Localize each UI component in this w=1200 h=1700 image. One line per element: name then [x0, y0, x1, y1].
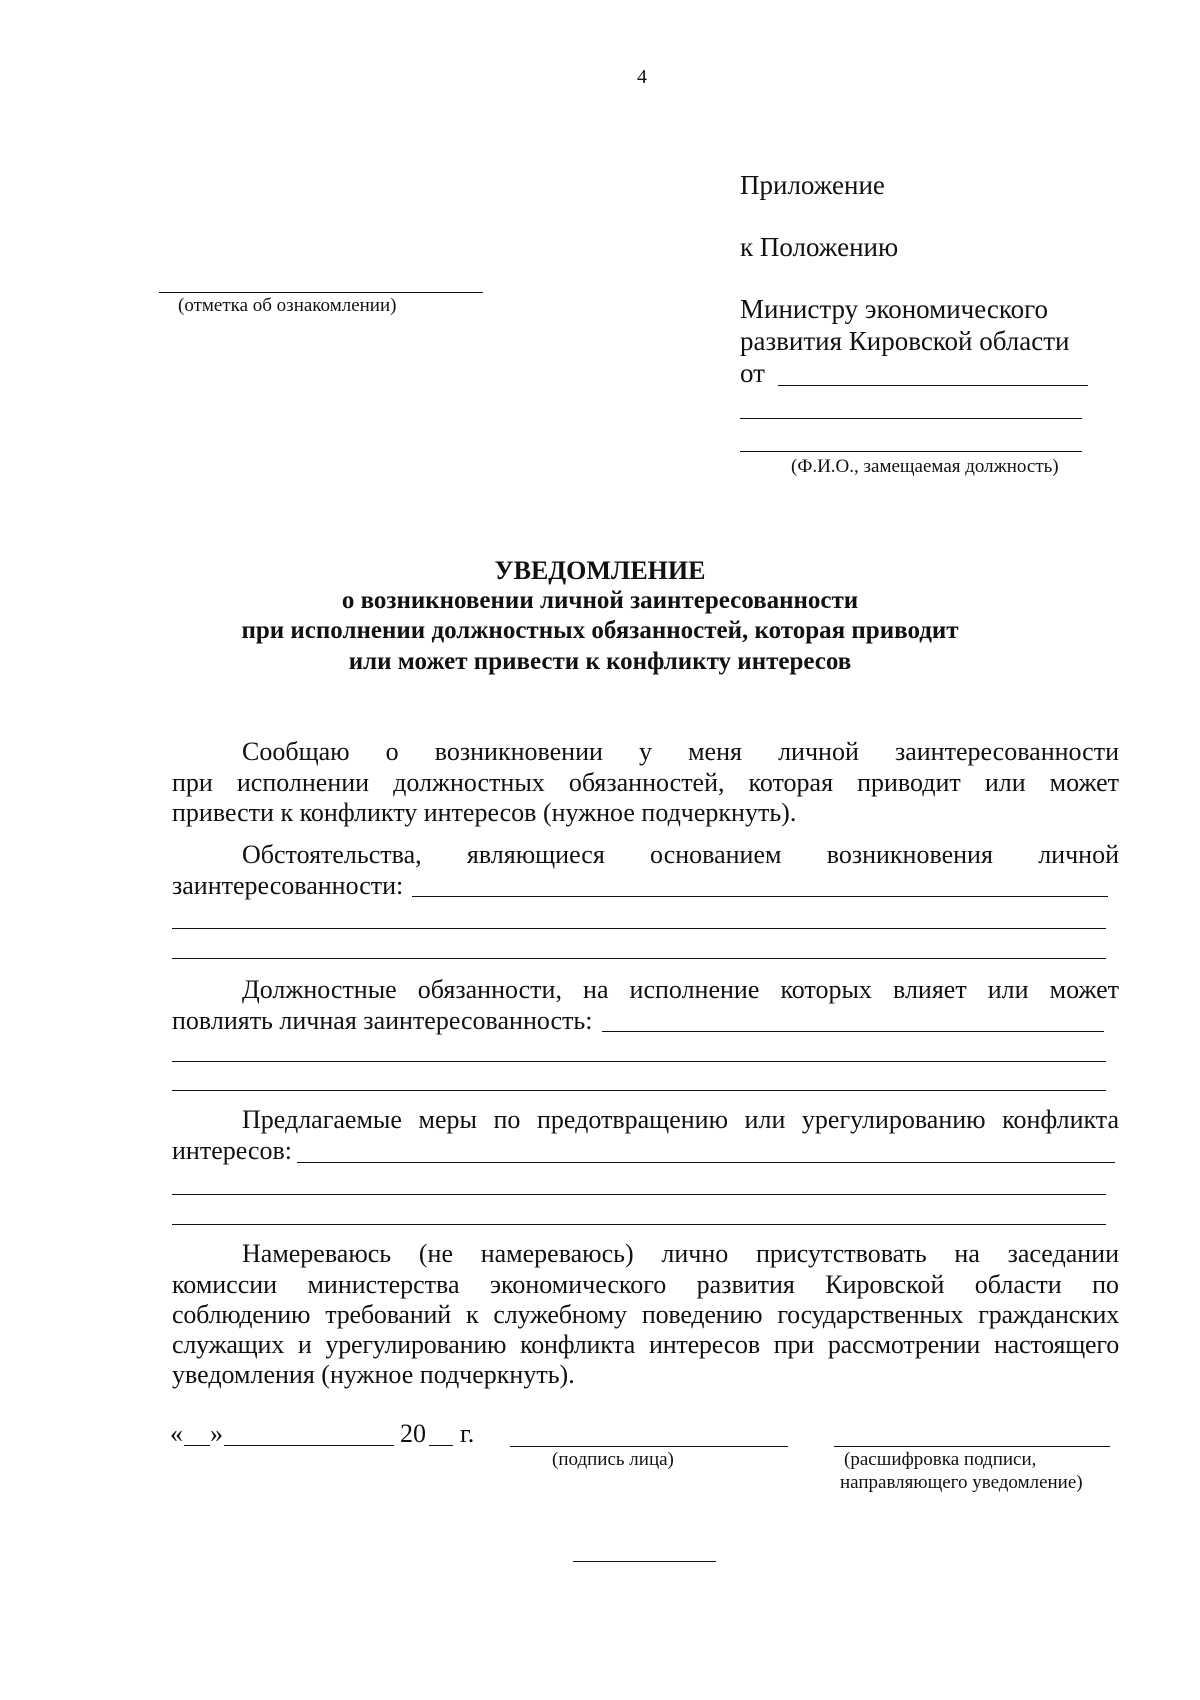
from-blank-line-3[interactable]: [740, 451, 1082, 452]
signature-blank[interactable]: [510, 1446, 788, 1447]
date-month-blank[interactable]: [224, 1445, 394, 1446]
date-open-quote: «: [170, 1419, 183, 1448]
date-year-suffix: г.: [460, 1419, 475, 1448]
paragraph-5-line-5: уведомления (нужное подчеркнуть).: [172, 1360, 575, 1389]
paragraph-1-line-3: привести к конфликту интересов (нужное подчеркнуть).: [172, 798, 797, 827]
notice-subtitle-line-1: о возникновении личной заинтересованности: [341, 587, 859, 614]
circumstances-blank-line-1[interactable]: [412, 896, 1108, 897]
signature-decoding-caption-line-2: направляющего уведомление): [840, 1472, 1083, 1493]
appendix-label: Приложение: [740, 170, 885, 200]
paragraph-2-line-1: Обстоятельства, являющиеся основанием возникновения личной: [242, 840, 1119, 869]
from-blank-line-1[interactable]: [778, 385, 1088, 386]
paragraph-4-line-1: Предлагаемые меры по предотвращению или урегулированию конфликта: [242, 1105, 1119, 1134]
acknowledgement-caption: (отметка об ознакомлении): [178, 295, 397, 316]
addressee-line-1: Министру экономического: [740, 294, 1049, 324]
notice-subtitle-line-2: при исполнении должностных обязанностей, которая приводит: [241, 617, 959, 644]
notice-title: УВЕДОМЛЕНИЕ: [494, 556, 706, 585]
paragraph-3-line-2: повлиять личная заинтересованность:: [172, 1006, 593, 1035]
measures-blank-line-1[interactable]: [297, 1162, 1115, 1163]
regulation-label: к Положению: [740, 232, 899, 262]
paragraph-5-line-4: служащих и урегулированию конфликта интересов при рассмотрении настоящего: [172, 1330, 1119, 1359]
duties-blank-line-3[interactable]: [172, 1090, 1106, 1091]
duties-blank-line-2[interactable]: [172, 1061, 1106, 1062]
date-close-quote: »: [210, 1419, 223, 1448]
paragraph-5-line-2: комиссии министерства экономического развития Кировской области по: [172, 1270, 1119, 1299]
duties-blank-line-1[interactable]: [602, 1031, 1104, 1032]
paragraph-3-line-1: Должностные обязанности, на исполнение которых влияет или может: [242, 975, 1119, 1004]
paragraph-5-line-3: соблюдению требований к служебному поведению государственных гражданских: [172, 1300, 1119, 1329]
date-year-blank[interactable]: [429, 1445, 453, 1446]
acknowledgement-blank-line[interactable]: [159, 292, 483, 293]
fio-caption: (Ф.И.О., замещаемая должность): [791, 456, 1059, 477]
addressee-line-2: развития Кировской области: [740, 326, 1070, 356]
date-day-blank[interactable]: [184, 1445, 210, 1446]
date-year-prefix: 20: [400, 1419, 426, 1448]
circumstances-blank-line-2[interactable]: [172, 928, 1106, 929]
paragraph-1-line-1: Сообщаю о возникновении у меня личной заинтересованности: [242, 737, 1119, 766]
from-label: от: [740, 358, 765, 388]
measures-blank-line-2[interactable]: [172, 1194, 1106, 1195]
signature-decoding-blank[interactable]: [834, 1446, 1110, 1447]
signature-caption: (подпись лица): [552, 1449, 674, 1470]
paragraph-4-line-2: интересов:: [172, 1136, 292, 1165]
from-blank-line-2[interactable]: [740, 418, 1082, 419]
notice-subtitle-line-3: или может привести к конфликту интересов: [348, 648, 852, 675]
circumstances-blank-line-3[interactable]: [172, 958, 1106, 959]
signature-decoding-caption-line-1: (расшифровка подписи,: [844, 1449, 1037, 1470]
closing-separator-line: [573, 1561, 716, 1562]
measures-blank-line-3[interactable]: [172, 1224, 1106, 1225]
paragraph-2-line-2: заинтересованности:: [172, 871, 404, 900]
paragraph-5-line-1: Намереваюсь (не намереваюсь) лично присутствовать на заседании: [242, 1239, 1119, 1268]
paragraph-1-line-2: при исполнении должностных обязанностей, которая приводит или может: [172, 768, 1119, 797]
page-number: 4: [637, 66, 647, 88]
